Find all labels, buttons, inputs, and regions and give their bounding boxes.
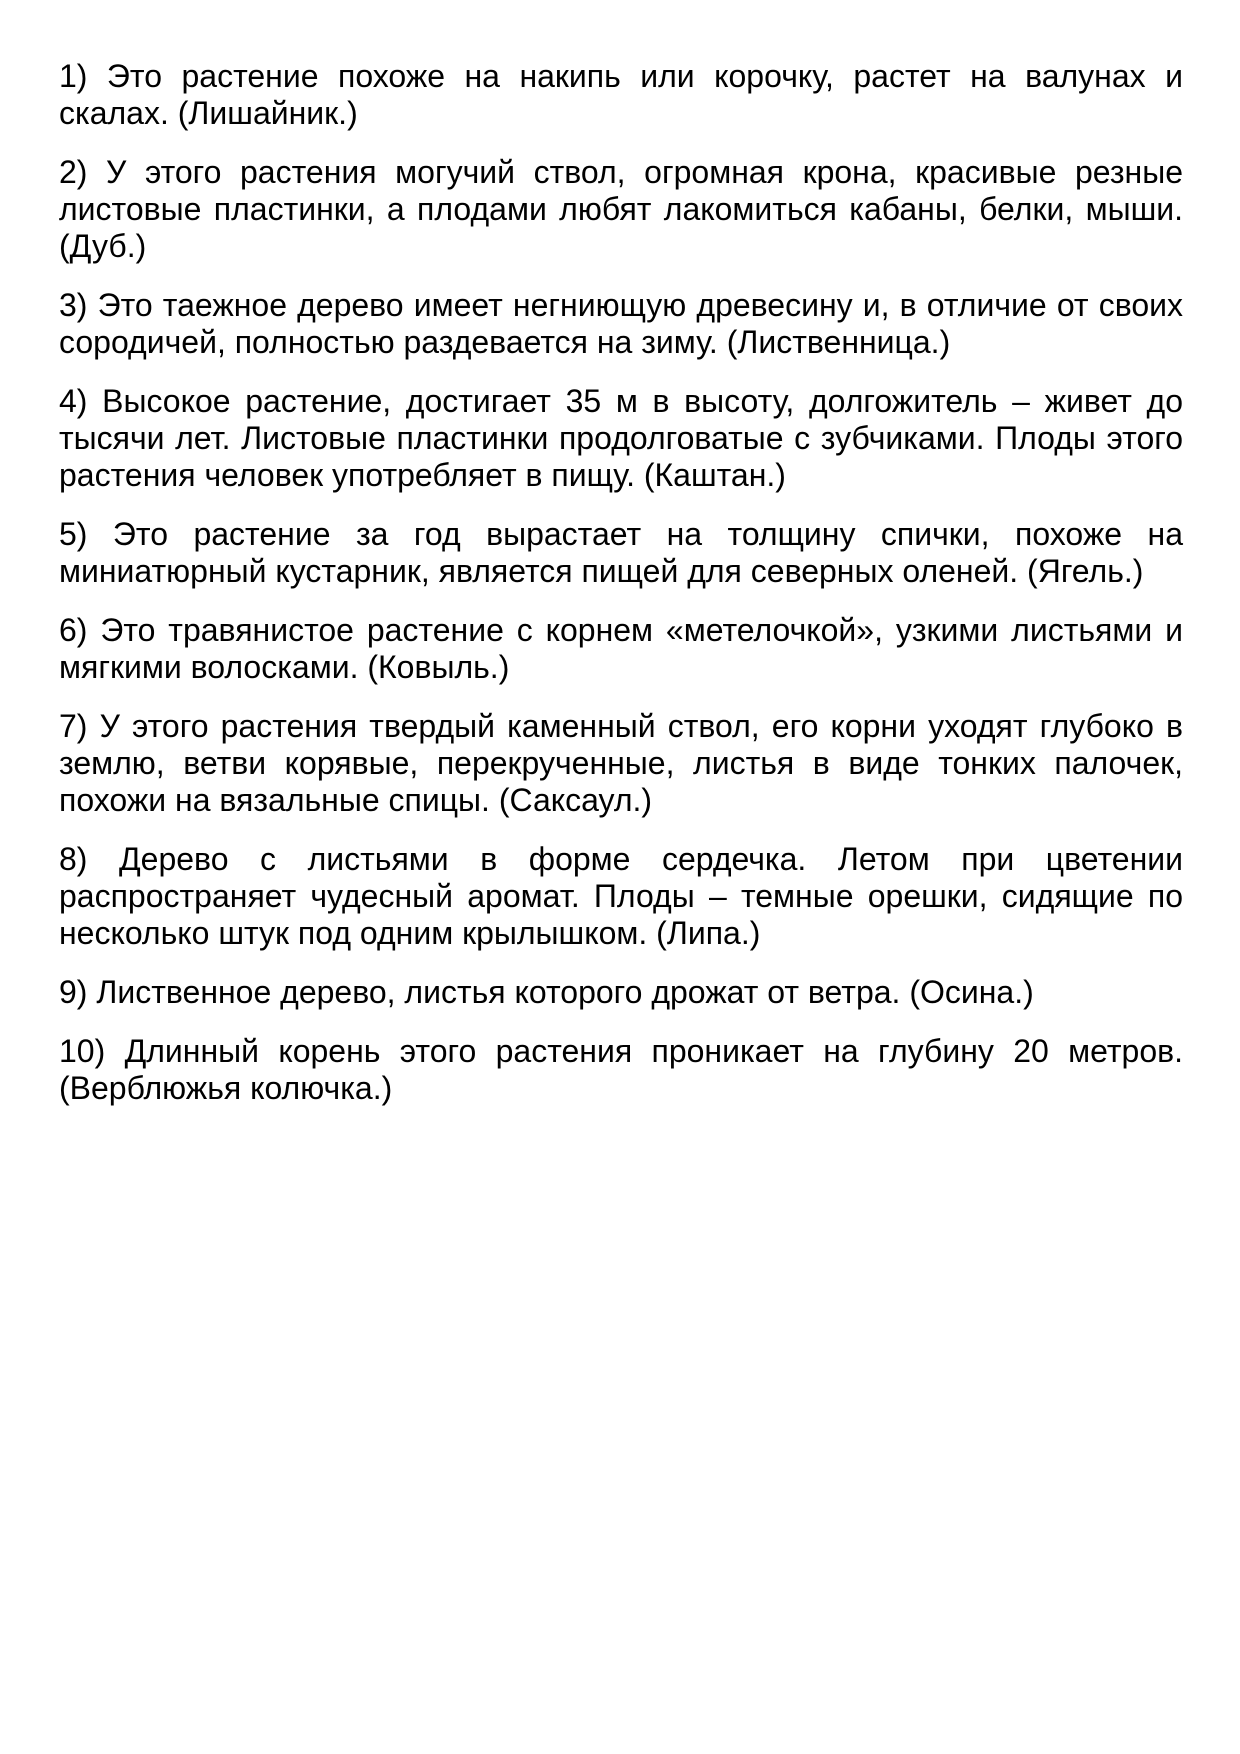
- riddle-item-7: 7) У этого растения твердый каменный ствол, его корни уходят глубоко в землю, ветви корявые, перекрученные, листья в виде тонких палочек, похожи на вязальные спицы. (Саксаул.): [59, 708, 1183, 818]
- riddle-item-2: 2) У этого растения могучий ствол, огромная крона, красивые резные листовые пластинки, а плодами любят лакомиться кабаны, белки, мыши. (Дуб.): [59, 154, 1183, 264]
- riddle-item-9: 9) Лиственное дерево, листья которого дрожат от ветра. (Осина.): [59, 974, 1034, 1010]
- riddle-item-5: 5) Это растение за год вырастает на толщину спички, похоже на миниатюрный кустарник, является пищей для северных оленей. (Ягель.): [59, 516, 1183, 589]
- riddle-item-8: 8) Дерево с листьями в форме сердечка. Летом при цветении распространяет чудесный аромат. Плоды – темные орешки, сидящие по несколько штук под одним крылышком. (Липа.): [59, 841, 1183, 951]
- riddle-item-3: 3) Это таежное дерево имеет негниющую древесину и, в отличие от своих сородичей, полностью раздевается на зиму. (Лиственница.): [59, 287, 1183, 360]
- riddle-item-6: 6) Это травянистое растение с корнем «метелочкой», узкими листьями и мягкими волосками. (Ковыль.): [59, 612, 1183, 685]
- riddle-item-1: 1) Это растение похоже на накипь или корочку, растет на валунах и скалах. (Лишайник.): [59, 58, 1183, 131]
- riddle-list: [59, 58, 1183, 1129]
- riddle-item-4: 4) Высокое растение, достигает 35 м в высоту, долгожитель – живет до тысячи лет. Листовые пластинки продолговатые с зубчиками. Плоды этого растения человек употребляет в пищу. (Каштан.): [59, 383, 1183, 493]
- riddle-item-10: 10) Длинный корень этого растения проникает на глубину 20 метров. (Верблюжья колючка.): [59, 1033, 1183, 1106]
